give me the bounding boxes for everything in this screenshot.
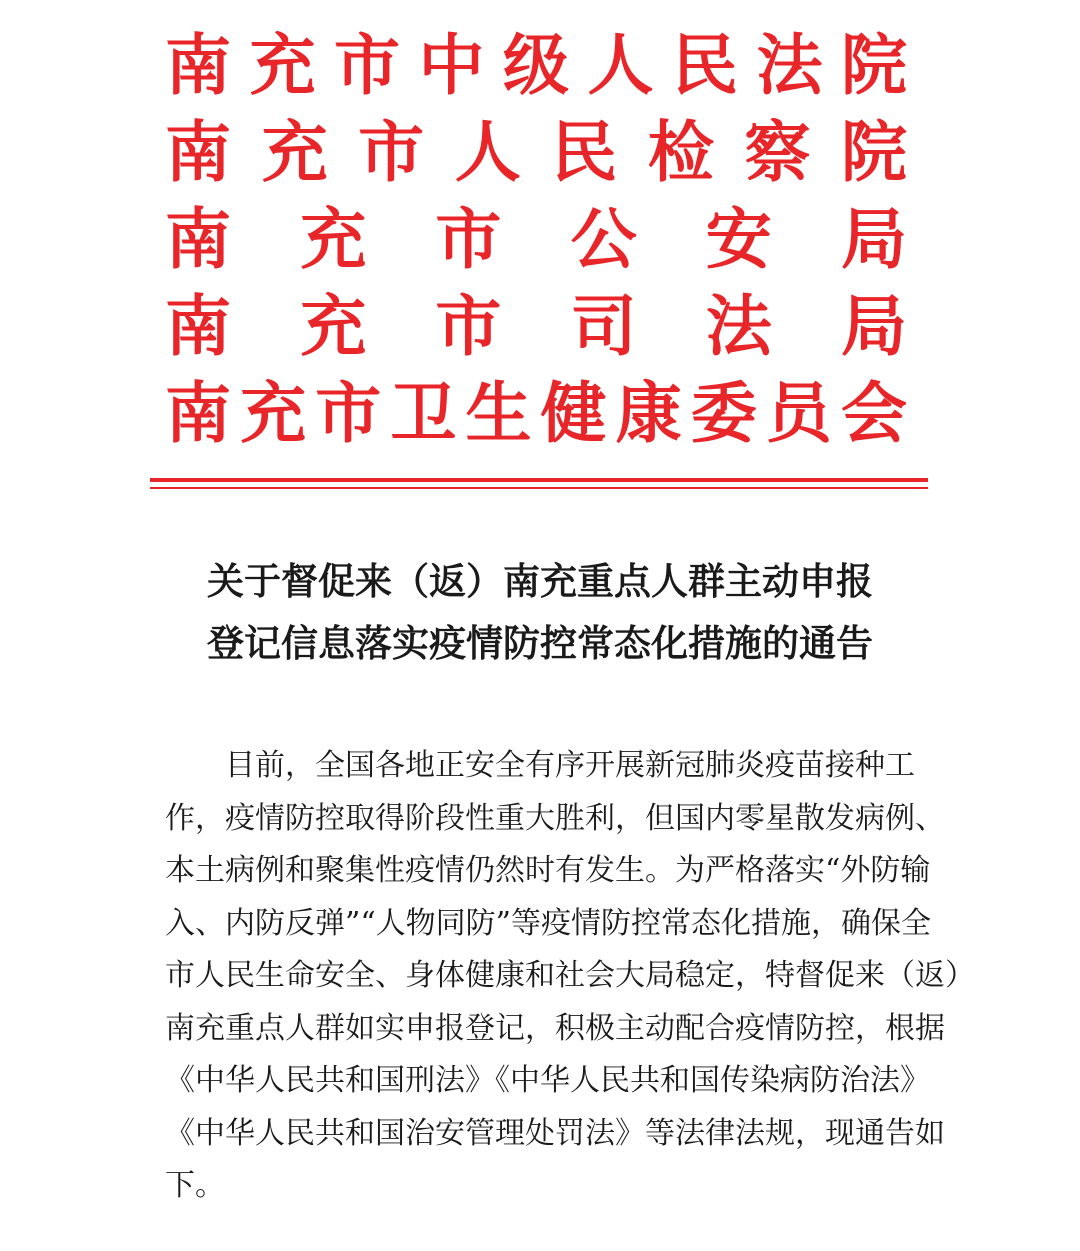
issuer-char: 局 — [840, 287, 907, 365]
issuer-char: 法 — [705, 287, 772, 365]
issuer-public-security — [165, 196, 907, 283]
body-line: 本土病例和聚集性疫情仍然时有发生。为严格落实“外防输 — [165, 853, 931, 888]
issuer-char: 南 — [165, 26, 231, 104]
notice-body — [165, 740, 975, 1213]
issuer-char: 康 — [615, 374, 682, 452]
issuer-char: 公 — [570, 200, 637, 278]
issuer-char: 生 — [465, 374, 532, 452]
issuer-intermediate-court — [165, 22, 907, 109]
issuer-char: 市 — [435, 200, 502, 278]
issuer-health-commission — [165, 370, 907, 457]
issuer-char: 司 — [570, 287, 637, 365]
issuer-char: 中 — [418, 26, 485, 104]
body-line: 南充重点人群如实申报登记，积极主动配合疫情防控，根据 — [165, 1010, 945, 1046]
issuer-char: 南 — [165, 113, 231, 191]
issuer-char: 人 — [454, 113, 521, 191]
issuer-char: 充 — [249, 26, 316, 104]
issuer-char: 充 — [240, 374, 307, 452]
notice-title-line-1: 关于督促来（返）南充重点人群主动申报 — [207, 559, 873, 603]
issuer-char: 检 — [647, 113, 714, 191]
issuer-char: 法 — [756, 26, 823, 104]
issuer-char: 充 — [261, 113, 328, 191]
issuer-char: 院 — [840, 113, 907, 191]
body-line: 作，疫情防控取得阶段性重大胜利，但国内零星散发病例、 — [165, 800, 945, 836]
body-line: 入、内防反弹”“人物同防”等疫情防控常态化措施，确保全 — [165, 905, 932, 941]
issuer-char: 院 — [841, 26, 907, 104]
issuer-char: 市 — [315, 374, 382, 452]
notice-title — [150, 550, 930, 674]
issuer-char: 员 — [765, 374, 832, 452]
issuer-char: 南 — [165, 200, 231, 278]
issuer-char: 民 — [551, 113, 618, 191]
body-line: 下。 — [165, 1168, 225, 1203]
red-header-rule-thin — [150, 487, 928, 489]
issuer-char: 南 — [165, 287, 231, 365]
issuer-char: 市 — [358, 113, 425, 191]
issuer-char: 市 — [334, 26, 400, 104]
body-line: 《中华人民共和国刑法》《中华人民共和国传染病防治法》 — [165, 1063, 930, 1098]
issuer-char: 充 — [300, 287, 367, 365]
issuer-char: 市 — [435, 287, 502, 365]
issuer-char: 民 — [672, 26, 738, 104]
body-line: 《中华人民共和国治安管理处罚法》等法律法规，现通告如 — [165, 1115, 945, 1151]
issuer-char: 安 — [705, 200, 772, 278]
issuer-char: 局 — [840, 200, 907, 278]
issuer-char: 会 — [840, 374, 907, 452]
issuer-char: 卫 — [390, 374, 457, 452]
red-header-rule-thick — [150, 478, 928, 482]
notice-title-line-2: 登记信息落实疫情防控常态化措施的通告 — [207, 621, 873, 665]
issuer-char: 南 — [165, 374, 231, 452]
issuer-char: 人 — [587, 26, 654, 104]
body-line: 目前，全国各地正安全有序开展新冠肺炎疫苗接种工 — [225, 748, 915, 783]
issuer-char: 委 — [690, 374, 757, 452]
issuer-char: 健 — [540, 374, 607, 452]
issuing-authorities — [165, 22, 907, 457]
issuer-char: 察 — [744, 113, 811, 191]
issuer-procuratorate — [165, 109, 907, 196]
body-line: 市人民生命安全、身体健康和社会大局稳定，特督促来（返） — [165, 958, 975, 993]
issuer-char: 级 — [503, 26, 569, 104]
issuer-char: 充 — [300, 200, 367, 278]
issuer-justice-bureau — [165, 283, 907, 370]
